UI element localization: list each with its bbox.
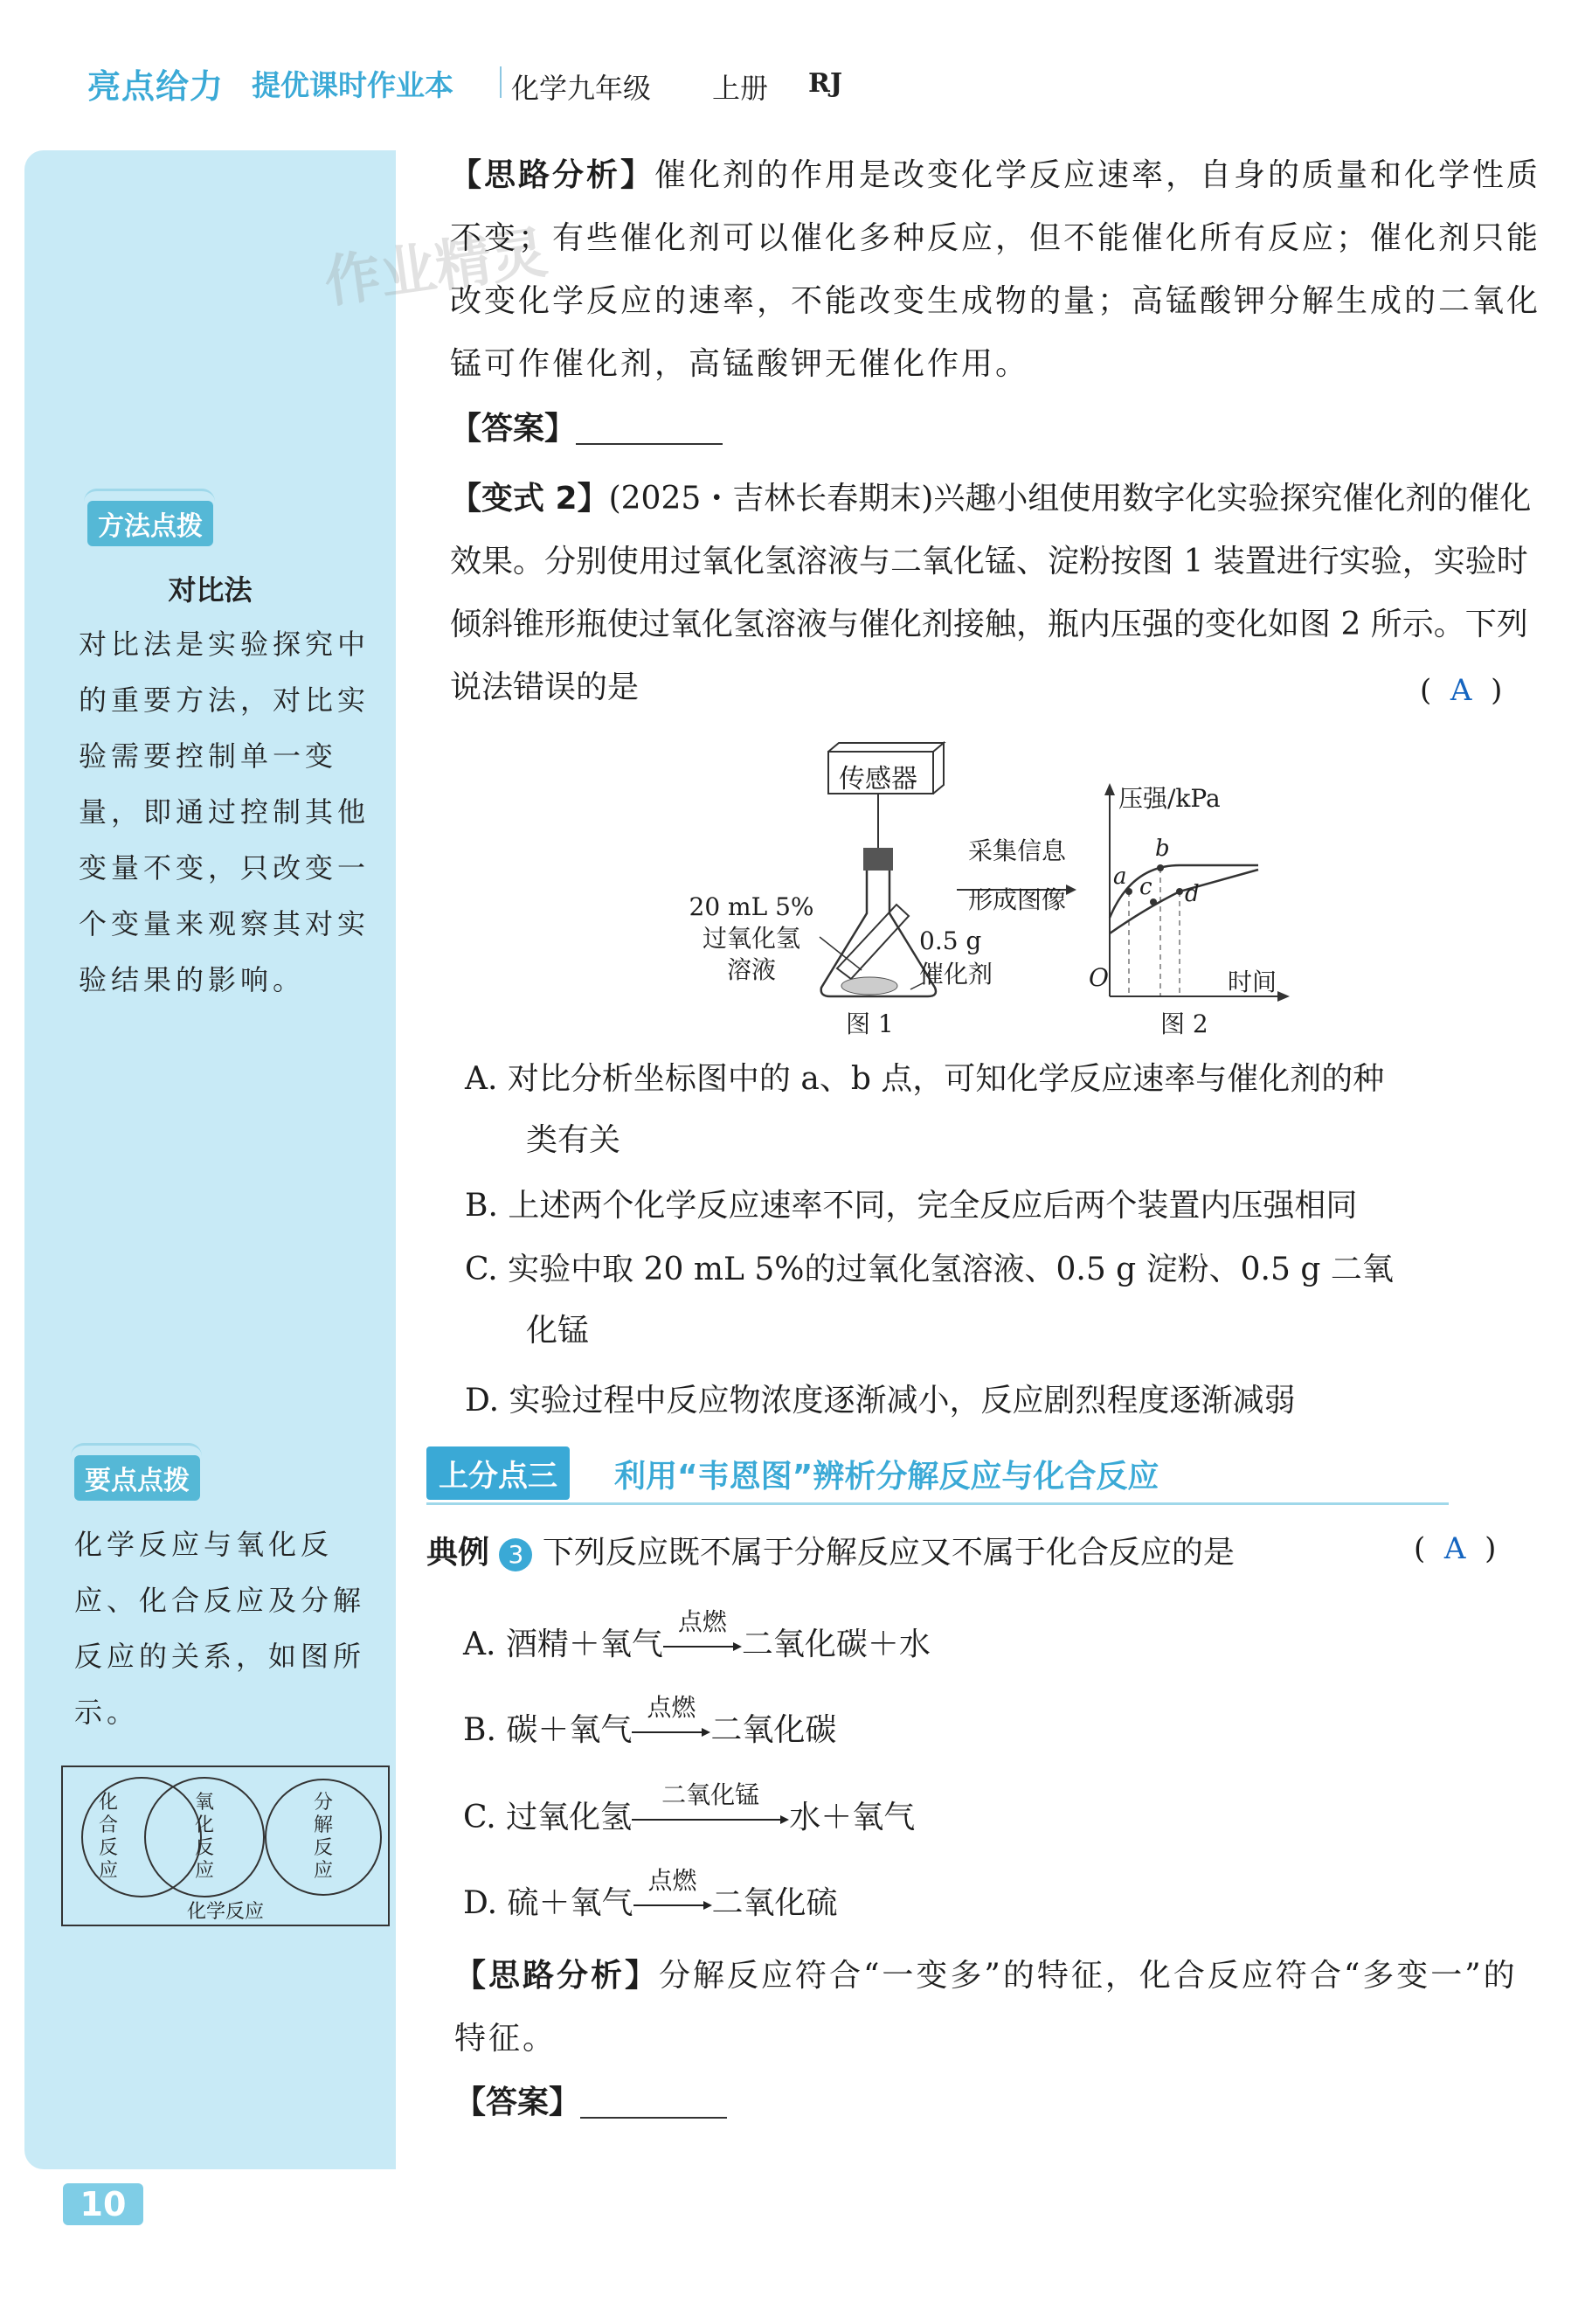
- option-key: A.: [465, 1061, 498, 1097]
- experiment-figures: [690, 734, 1319, 1049]
- reaction-arrow: [632, 1780, 789, 1826]
- arrow-label-collect: 采集信息: [968, 836, 1067, 865]
- ex3-analysis-text: 分解反应符合“一变多”的特征，化合反应符合“多变一”的特征。: [454, 1958, 1518, 2057]
- book-edition: RJ: [808, 68, 843, 99]
- reactants: 过氧化氢: [506, 1800, 633, 1835]
- ex3-answer-blank[interactable]: [580, 2091, 727, 2119]
- fig1-catalyst-line2: 催化剂: [919, 960, 993, 989]
- fig1-sensor-label: 传感器: [839, 764, 917, 794]
- section-underline: [426, 1502, 1449, 1505]
- q2-answer-bracket: ( A ): [1420, 673, 1503, 708]
- ex3-number: 3: [499, 1538, 532, 1571]
- option-key: C.: [465, 1252, 498, 1287]
- q1-analysis: [450, 144, 1542, 396]
- reaction-condition: 点燃: [677, 1607, 727, 1636]
- ex3-label: 典例: [426, 1535, 490, 1571]
- book-term: 上册: [712, 72, 769, 105]
- brand-subtitle: 提优课时作业本: [252, 68, 453, 102]
- fig1-liquid-line3: 溶液: [726, 955, 776, 984]
- venn-diagram: [61, 1766, 390, 1926]
- q2-answer: A: [1450, 673, 1472, 708]
- reaction-arrow: [632, 1693, 710, 1738]
- method-title: 对比法: [168, 573, 253, 607]
- option-key: B.: [463, 1712, 496, 1748]
- ex3-answer-line: [454, 2071, 1547, 2134]
- option-key: B.: [465, 1188, 498, 1224]
- products: 二氧化硫: [711, 1885, 838, 1921]
- method-text: 对比法是实验探究中的重要方法，对比实验需要控制单一变量，即通过控制其他变量不变，只改变一个变量来观察其对实验结果的影响。: [79, 628, 370, 996]
- option-key: A.: [463, 1627, 496, 1662]
- book-title: 化学九年级: [511, 72, 652, 105]
- option-text-cont: 类有关: [526, 1122, 621, 1158]
- fig1-liquid-line1: 20 mL 5%: [689, 892, 814, 921]
- ex3-option-d[interactable]: [463, 1866, 838, 1930]
- option-key: D.: [465, 1383, 500, 1419]
- fig2-point-c: c: [1139, 874, 1152, 900]
- q2-option-a[interactable]: [465, 1049, 1531, 1171]
- option-text: 上述两个化学反应速率不同，完全反应后两个装置内压强相同: [508, 1188, 1358, 1224]
- ex3-stem-text: 下列反应既不属于分解反应又不属于化合反应的是: [542, 1535, 1235, 1571]
- key-tag: 要点点拨: [74, 1455, 200, 1501]
- q2-stem-text: 兴趣小组使用数字化实验探究催化剂的催化效果。分别使用过氧化氢溶液与二氧化锰、淀粉按图 1 装置进行实验，实验时倾斜锥形瓶使过氧化氢溶液与催化剂接触，瓶内压强的变化如图 2 所示。下列说法错误的是: [450, 481, 1532, 705]
- fig1-catalyst-label: [919, 925, 993, 991]
- q2-option-b[interactable]: [465, 1176, 1531, 1237]
- ex3-analysis-label: 【思路分析】: [454, 1958, 660, 1994]
- reactants: 酒精＋氧气: [505, 1627, 663, 1662]
- page-header: [0, 0, 1592, 131]
- reaction-condition: 点燃: [647, 1693, 696, 1722]
- option-text: 实验过程中反应物浓度逐渐减小，反应剧烈程度逐渐减弱: [509, 1383, 1296, 1419]
- fig1-caption: 图 1: [846, 1009, 894, 1038]
- fig2-point-d: d: [1185, 881, 1200, 907]
- q1-analysis-label: 【思路分析】: [450, 157, 655, 193]
- option-text-cont: 化锰: [526, 1313, 590, 1349]
- reactants: 碳＋氧气: [506, 1712, 633, 1748]
- q1-answer-blank[interactable]: [576, 417, 723, 445]
- products: 二氧化碳＋水: [741, 1627, 931, 1662]
- fig2-origin: O: [1089, 963, 1109, 992]
- fig2-point-b: b: [1155, 836, 1170, 862]
- q1-analysis-text: 催化剂的作用是改变化学反应速率，自身的质量和化学性质不变；有些催化剂可以催化多种反应，但不能催化所有反应；催化剂只能改变化学反应的速率，不能改变生成物的量；高锰酸钾分解生成的二氧化锰可作催化剂，高锰酸钾无催化作用。: [450, 157, 1541, 382]
- option-text: 实验中取 20 mL 5%的过氧化氢溶液、0.5 g 淀粉、0.5 g 二氧: [508, 1252, 1394, 1287]
- ex3-option-b[interactable]: [463, 1693, 837, 1757]
- fig2-caption: 图 2: [1160, 1009, 1208, 1038]
- ex3-answer-bracket: ( A ): [1414, 1531, 1497, 1566]
- q1-answer: [450, 398, 1542, 461]
- option-key: C.: [463, 1800, 496, 1835]
- header-divider: [500, 66, 502, 98]
- reaction-condition: 点燃: [647, 1866, 697, 1895]
- fig2-ylabel: 压强/kPa: [1118, 784, 1221, 813]
- reaction-arrow: [663, 1607, 742, 1653]
- option-text: 对比分析坐标图中的 a、b 点，可知化学反应速率与催化剂的种: [507, 1061, 1385, 1097]
- ex3-option-c[interactable]: [463, 1780, 916, 1844]
- section-badge: 上分点三: [426, 1446, 570, 1500]
- ex3-option-a[interactable]: [463, 1607, 931, 1671]
- fig1-catalyst-line1: 0.5 g: [919, 926, 982, 955]
- section-header: [426, 1446, 1449, 1497]
- ex3-answer: A: [1443, 1531, 1466, 1566]
- q2-option-c[interactable]: [465, 1239, 1531, 1362]
- q2-option-d[interactable]: [465, 1370, 1531, 1432]
- venn-label-decomposition: 分解反应: [313, 1792, 333, 1882]
- q2-source: (2025・吉林长春期末): [608, 481, 934, 517]
- reaction-arrow: [633, 1866, 712, 1911]
- method-tag: 方法点拨: [87, 501, 213, 546]
- section-title: 利用“韦恩图”辨析分解反应与化合反应: [614, 1459, 1159, 1495]
- q2-stem: [450, 468, 1542, 719]
- ex3-stem: [426, 1528, 1235, 1572]
- fig1-liquid-label: [686, 891, 817, 986]
- fig1-liquid-line2: 过氧化氢: [702, 924, 800, 953]
- products: 二氧化碳: [710, 1712, 837, 1748]
- venn-label-combination: 化合反应: [98, 1792, 118, 1882]
- fig2-xlabel: 时间: [1228, 968, 1277, 996]
- brand-logo: 亮点给力: [87, 67, 225, 106]
- ex3-analysis: [454, 1945, 1547, 2071]
- fig2-point-a: a: [1113, 864, 1127, 890]
- products: 水＋氧气: [789, 1800, 916, 1835]
- key-text: 化学反应与氧化反应、化合反应及分解反应的关系，如图所示。: [74, 1528, 366, 1729]
- arrow-label-form: 形成图像: [968, 885, 1067, 914]
- q1-answer-label: 【答案】: [450, 411, 577, 447]
- page-number: 10: [63, 2183, 143, 2225]
- reaction-condition: 二氧化锰: [661, 1780, 760, 1809]
- venn-label-oxidation: 氧化反应: [194, 1792, 214, 1882]
- ex3-answer-label: 【答案】: [454, 2085, 581, 2120]
- reactants: 硫＋氧气: [507, 1885, 633, 1921]
- venn-label-outer: 化学反应: [186, 1901, 264, 1923]
- q2-label: 【变式 2】: [450, 481, 609, 517]
- option-key: D.: [463, 1885, 498, 1921]
- watermark: 作业精灵: [320, 220, 551, 316]
